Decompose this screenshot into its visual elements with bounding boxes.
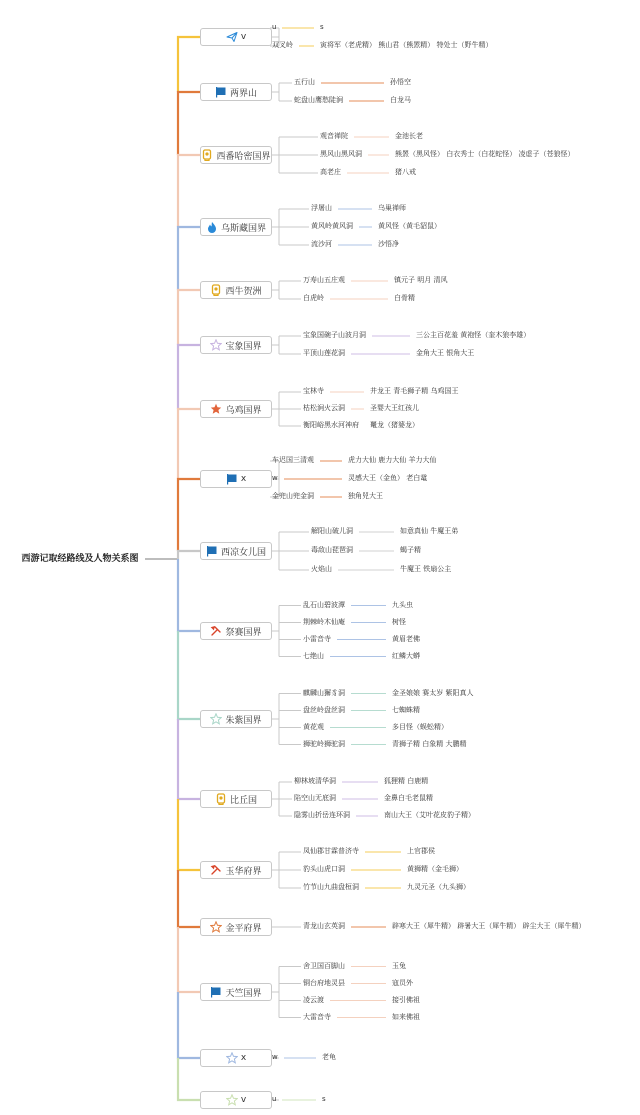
route-stop-label: 朱紫国界 bbox=[225, 715, 262, 726]
route-stop-node[interactable] bbox=[200, 83, 272, 101]
place-label[interactable]: 白虎岭 bbox=[303, 294, 324, 302]
character-label[interactable]: 乌巢禅师 bbox=[378, 204, 406, 212]
place-label[interactable]: 凌云渡 bbox=[303, 995, 324, 1004]
route-stop-node[interactable] bbox=[200, 400, 272, 418]
place-label[interactable]: 七绝山 bbox=[303, 651, 324, 660]
star-outline-icon bbox=[210, 713, 222, 725]
character-label[interactable]: 辟寒大王（犀牛精） 辟暑大王（犀牛精） 辟尘大王（犀牛精） bbox=[392, 922, 586, 930]
place-label[interactable]: w bbox=[272, 474, 278, 482]
route-stop-node[interactable] bbox=[200, 542, 272, 560]
star-outline-icon bbox=[226, 1094, 238, 1106]
route-stop-label: x bbox=[240, 1053, 247, 1063]
branch-link bbox=[178, 479, 200, 551]
character-label[interactable]: s bbox=[322, 1095, 326, 1103]
character-label[interactable]: 三公主百花羞 黄袍怪（奎木狼李雄） bbox=[416, 331, 531, 339]
star-icon bbox=[210, 403, 222, 415]
place-label[interactable]: 流沙河 bbox=[311, 240, 332, 248]
tools-icon bbox=[210, 625, 222, 637]
character-label[interactable]: 黄眉老佛 bbox=[392, 634, 420, 643]
place-label[interactable]: 麒麟山獬豸洞 bbox=[303, 688, 345, 697]
branch-link bbox=[178, 559, 200, 631]
route-stop-node[interactable] bbox=[200, 281, 272, 299]
character-label[interactable]: 南山大王（艾叶花皮豹子精） bbox=[384, 811, 475, 819]
character-label[interactable]: 白龙马 bbox=[390, 96, 411, 104]
route-stop-label: 乌斯藏国界 bbox=[220, 223, 266, 234]
place-label[interactable]: u bbox=[272, 1095, 277, 1103]
character-label[interactable]: 灵感大王（金鱼） 老白鼋 bbox=[348, 474, 428, 482]
tools-icon bbox=[210, 864, 222, 876]
character-label[interactable]: 寅将军（老虎精） 熊山君（熊罴精） 特处士（野牛精） bbox=[320, 41, 493, 49]
place-label[interactable]: 双叉岭 bbox=[272, 41, 293, 49]
place-label[interactable]: 五行山 bbox=[294, 78, 315, 86]
character-label[interactable]: 九灵元圣（九头狮） bbox=[407, 883, 470, 891]
character-label[interactable]: 七蜘蛛精 bbox=[392, 705, 420, 714]
character-label[interactable]: 牛魔王 铁扇公主 bbox=[400, 565, 452, 573]
branch-link bbox=[178, 155, 200, 227]
paper-plane-icon bbox=[226, 31, 238, 43]
route-stop-node[interactable] bbox=[200, 1049, 272, 1067]
place-label[interactable]: 舍卫国百脚山 bbox=[303, 961, 345, 970]
place-label[interactable]: 观音禅院 bbox=[320, 132, 348, 140]
star-outline-icon bbox=[210, 921, 222, 933]
place-label[interactable]: 大雷音寺 bbox=[303, 1012, 331, 1021]
place-label[interactable]: 小雷音寺 bbox=[303, 634, 331, 643]
character-label[interactable]: 沙悟净 bbox=[378, 240, 399, 248]
route-stop-node[interactable] bbox=[200, 861, 272, 879]
character-label[interactable]: 黄狮精（金毛狮） bbox=[407, 865, 463, 873]
place-label[interactable]: 浮屠山 bbox=[311, 204, 332, 212]
character-label[interactable]: 圣婴大王红孩儿 bbox=[370, 404, 419, 412]
award-icon bbox=[201, 149, 213, 161]
character-label[interactable]: 井龙王 青毛狮子精 乌鸡国王 bbox=[370, 387, 459, 395]
place-label[interactable]: 蛇盘山鹰愁陡涧 bbox=[294, 96, 343, 104]
flag-icon bbox=[206, 545, 218, 557]
route-stop-label: 西凉女儿国 bbox=[220, 547, 266, 558]
route-stop-label: 西番哈密国界 bbox=[216, 151, 271, 162]
place-label[interactable]: 乱石山碧波潭 bbox=[303, 600, 345, 609]
place-label[interactable]: 黄花观 bbox=[303, 722, 324, 731]
branch-link bbox=[178, 799, 200, 870]
route-stop-node[interactable] bbox=[200, 218, 272, 236]
branch-link bbox=[178, 290, 200, 345]
place-label[interactable]: u bbox=[272, 23, 277, 31]
character-label[interactable]: 蝎子精 bbox=[400, 546, 421, 554]
character-label[interactable]: 九头虫 bbox=[392, 600, 413, 609]
route-stop-node[interactable] bbox=[200, 1091, 272, 1109]
route-stop-label: x bbox=[240, 474, 247, 484]
character-label[interactable]: 孙悟空 bbox=[390, 78, 411, 86]
route-stop-label: 两界山 bbox=[229, 88, 257, 99]
branch-link bbox=[178, 870, 200, 927]
route-stop-node[interactable] bbox=[200, 918, 272, 936]
place-label[interactable]: 铜台府地灵县 bbox=[303, 978, 345, 987]
place-label[interactable]: 火焰山 bbox=[311, 565, 332, 573]
route-stop-label: 乌鸡国界 bbox=[225, 405, 262, 416]
route-stop-label: 祭赛国界 bbox=[225, 627, 262, 638]
award-icon bbox=[210, 284, 222, 296]
place-label[interactable]: 黄风岭黄风洞 bbox=[311, 222, 353, 230]
place-label[interactable]: 盘丝岭盘丝洞 bbox=[303, 705, 345, 714]
branch-link bbox=[178, 409, 200, 479]
route-stop-label: 玉华府界 bbox=[225, 866, 262, 877]
award-icon bbox=[215, 793, 227, 805]
fire-icon bbox=[206, 221, 218, 233]
character-label[interactable]: 金鼻白毛老鼠精 bbox=[384, 794, 433, 802]
route-stop-node[interactable] bbox=[200, 146, 272, 164]
flag-icon bbox=[215, 86, 227, 98]
place-label[interactable]: 平顶山莲花洞 bbox=[303, 349, 345, 357]
route-stop-label: 天竺国界 bbox=[225, 988, 262, 999]
branch-link bbox=[178, 345, 200, 409]
character-label[interactable]: 金圣娘娘 赛太岁 紫阳真人 bbox=[392, 688, 474, 697]
character-label[interactable]: 猪八戒 bbox=[395, 168, 416, 176]
place-label[interactable]: 凤仙郡甘霖普济寺 bbox=[303, 847, 359, 855]
character-label[interactable]: 黄风怪（黄毛貂鼠） bbox=[378, 222, 441, 230]
character-label[interactable]: 鼍龙（猪婆龙） bbox=[370, 421, 419, 429]
character-label[interactable]: 熊罴（黑风怪） 白衣秀士（白花蛇怪） 凌虚子（苍狼怪） bbox=[395, 150, 575, 158]
place-label[interactable]: 车迟国三清观 bbox=[272, 456, 314, 464]
character-label[interactable]: 老龟 bbox=[322, 1053, 336, 1061]
star-outline-icon bbox=[210, 339, 222, 351]
character-label[interactable]: 玉兔 bbox=[392, 961, 406, 970]
character-label[interactable]: 上官郡侯 bbox=[407, 847, 435, 855]
place-label[interactable]: 宝林寺 bbox=[303, 387, 324, 395]
branch-link bbox=[178, 551, 200, 559]
branch-link bbox=[178, 37, 200, 92]
character-label[interactable]: 树怪 bbox=[392, 617, 406, 626]
character-label[interactable]: 如意真仙 牛魔王弟 bbox=[400, 527, 459, 535]
character-label[interactable]: 金角大王 银角大王 bbox=[416, 349, 475, 357]
character-label[interactable]: 寇员外 bbox=[392, 978, 413, 987]
place-label[interactable]: 万寿山五庄观 bbox=[303, 276, 345, 284]
character-label[interactable]: s bbox=[320, 23, 324, 31]
place-label[interactable]: 解阳山破儿洞 bbox=[311, 527, 353, 535]
branch-link bbox=[178, 1058, 200, 1100]
character-label[interactable]: 红鳞大蟒 bbox=[392, 651, 420, 660]
place-label[interactable]: 金兜山兜金洞 bbox=[272, 492, 314, 500]
place-label[interactable]: w bbox=[272, 1053, 278, 1061]
place-label[interactable]: 枯松涧火云洞 bbox=[303, 404, 345, 412]
place-label[interactable]: 陷空山无底洞 bbox=[294, 794, 336, 802]
route-stop-node[interactable] bbox=[200, 710, 272, 728]
character-label[interactable]: 如来佛祖 bbox=[392, 1012, 420, 1021]
character-label[interactable]: 狐狸精 白鹿精 bbox=[384, 777, 429, 785]
branch-link bbox=[178, 992, 200, 1058]
flag-icon bbox=[210, 986, 222, 998]
route-stop-label: 比丘国 bbox=[229, 795, 257, 806]
place-label[interactable]: 柳林坡清华洞 bbox=[294, 777, 336, 785]
place-label[interactable]: 毒敌山琵琶洞 bbox=[311, 546, 353, 554]
branch-link bbox=[178, 92, 200, 155]
root-topic[interactable]: 西游记取经路线及人物关系图 bbox=[21, 554, 139, 564]
branch-link bbox=[178, 927, 200, 992]
character-label[interactable]: 多目怪（蜈蚣精） bbox=[392, 722, 448, 731]
place-label[interactable]: 狮驼岭狮驼洞 bbox=[303, 739, 345, 748]
route-stop-label: v bbox=[240, 1095, 247, 1105]
place-label[interactable]: 竹节山九曲盘桓洞 bbox=[303, 883, 359, 891]
route-stop-node[interactable] bbox=[200, 28, 272, 46]
character-label[interactable]: 金池长老 bbox=[395, 132, 423, 140]
route-stop-node[interactable] bbox=[200, 470, 272, 488]
character-label[interactable]: 镇元子 明月 清风 bbox=[394, 276, 448, 284]
branch-link bbox=[178, 719, 200, 799]
character-label[interactable]: 白骨精 bbox=[394, 294, 415, 302]
character-label[interactable]: 青狮子精 白象精 大鹏精 bbox=[392, 739, 467, 748]
route-stop-label: 宝象国界 bbox=[225, 341, 262, 352]
route-stop-node[interactable] bbox=[200, 790, 272, 808]
route-stop-node[interactable] bbox=[200, 983, 272, 1001]
place-label[interactable]: 衡阳峪黑水河神府 bbox=[303, 421, 359, 429]
star-outline-icon bbox=[226, 1052, 238, 1064]
route-stop-node[interactable] bbox=[200, 336, 272, 354]
character-label[interactable]: 虎力大仙 鹿力大仙 羊力大仙 bbox=[348, 456, 437, 464]
branch-link bbox=[178, 631, 200, 719]
route-stop-label: 金平府界 bbox=[225, 923, 262, 934]
place-label[interactable]: 荆棘岭木仙庵 bbox=[303, 617, 345, 626]
route-stop-label: v bbox=[240, 32, 247, 42]
place-label[interactable]: 隐雾山折岳连环洞 bbox=[294, 811, 350, 819]
character-label[interactable]: 接引佛祖 bbox=[392, 995, 420, 1004]
route-stop-node[interactable] bbox=[200, 622, 272, 640]
route-stop-label: 西牛贺洲 bbox=[225, 286, 262, 297]
place-label[interactable]: 宝象国碗子山波月洞 bbox=[303, 331, 366, 339]
place-label[interactable]: 青龙山玄英洞 bbox=[303, 922, 345, 930]
branch-link bbox=[178, 227, 200, 290]
place-label[interactable]: 黑风山黑风洞 bbox=[320, 150, 362, 158]
place-label[interactable]: 高老庄 bbox=[320, 168, 341, 176]
flag-icon bbox=[226, 473, 238, 485]
character-label[interactable]: 独角兕大王 bbox=[348, 492, 383, 500]
place-label[interactable]: 豹头山虎口洞 bbox=[303, 865, 345, 873]
